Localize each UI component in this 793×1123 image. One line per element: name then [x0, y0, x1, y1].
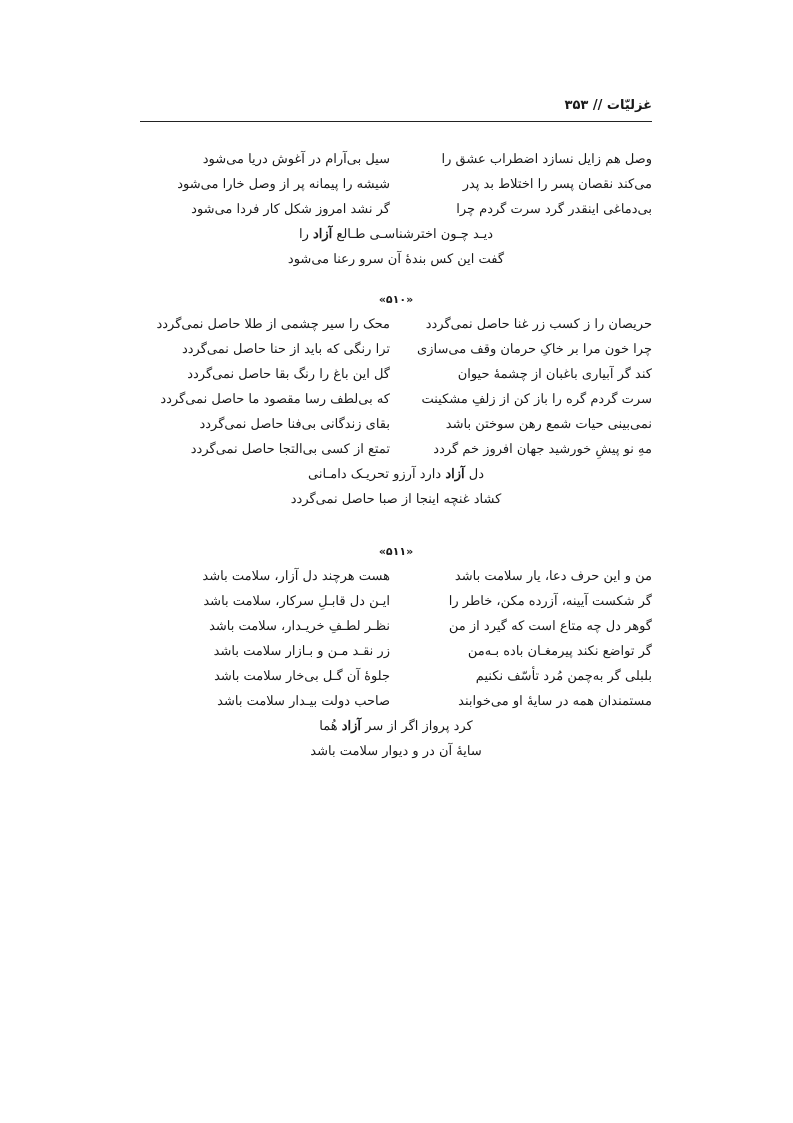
closing-text: را	[298, 227, 309, 242]
hemistich-first: سرت گردم گره را باز کن از زلفِ مشکینت	[421, 392, 652, 407]
poem-number: «۵۱۱»	[378, 545, 414, 558]
hemistich-first: کند گر آبیاری باغبان از چشمهٔ حیوان	[457, 367, 652, 382]
hemistich-second: که بی‌لطف رسا مقصود ما حاصل نمی‌گردد	[160, 392, 390, 407]
hemistich-first: گر تواضع نکند پیرمغـان باده بـه‌من	[467, 644, 652, 659]
couplet	[140, 387, 652, 412]
hemistich-second: گل این باغ را رنگ بقا حاصل نمی‌گردد	[187, 367, 390, 382]
hemistich-second: صاحب دولت بیـدار سلامت باشد	[217, 694, 390, 709]
poem-511	[140, 545, 652, 764]
couplet	[140, 412, 652, 437]
hemistich-first: وصل هم زایل نسازد اضطراب عشق را	[441, 152, 652, 167]
closing-text: دیـد چـون اخترشناسـی طـالع	[336, 227, 494, 242]
couplet	[140, 312, 652, 337]
hemistich-second: محک را سیر چشمی از طلا حاصل نمی‌گردد	[156, 317, 390, 332]
hemistich-first: مستمندان همه در سایهٔ او می‌خوابند	[458, 694, 652, 709]
hemistich-first: می‌کند نقصان پسر را اختلاط بد پدر	[462, 177, 652, 192]
hemistich-second: زر نقـد مـن و بـازار سلامت باشد	[213, 644, 390, 659]
closing-line-2: سایهٔ آن در و دیوار سلامت باشد	[310, 744, 482, 759]
hemistich-second: شیشه را پیمانه پر از وصل خارا می‌شود	[177, 177, 390, 192]
closing-line-2: گفت این کس بندهٔ آن سرو رعنا می‌شود	[287, 252, 505, 267]
hemistich-second: سیل بی‌آرام در آغوش دریا می‌شود	[202, 152, 390, 167]
closing-line-2: کشاد غنچه اینجا از صبا حاصل نمی‌گردد	[290, 492, 502, 507]
couplet	[140, 689, 652, 714]
closing-text: هُما	[319, 719, 338, 734]
hemistich-first: بلبلی گر به‌چمن مُرد تأسّف نکنیم	[475, 669, 652, 684]
couplet	[140, 437, 652, 462]
hemistich-second: هست هرچند دل آزار، سلامت باشد	[202, 569, 390, 584]
couplet	[140, 664, 652, 689]
pen-name: آزاد	[312, 227, 333, 242]
couplet	[140, 614, 652, 639]
poem-top	[140, 147, 652, 272]
couplet	[140, 589, 652, 614]
hemistich-first: من و این حرف دعا، یار سلامت باشد	[454, 569, 652, 584]
couplet	[140, 639, 652, 664]
poem-510	[140, 293, 652, 512]
hemistich-first: نمی‌بینی حیات شمع رهن سوختن باشد	[445, 417, 652, 432]
hemistich-second: ایـن دل قابـلِ سرکار، سلامت باشد	[203, 594, 390, 609]
couplet	[140, 362, 652, 387]
hemistich-second: تمتع از کسی بی‌التجا حاصل نمی‌گردد	[190, 442, 390, 457]
closing-line-1	[140, 462, 652, 487]
hemistich-first: چرا خون مرا بر خاکِ حرمان وقف می‌سازی	[417, 342, 652, 357]
hemistich-first: مهِ نو پیشِ خورشید جهان افروز خم گردد	[433, 442, 652, 457]
pen-name: آزاد	[341, 719, 362, 734]
closing-line-1	[140, 714, 652, 739]
couplet	[140, 147, 652, 172]
hemistich-second: بقای زندگانی بی‌فنا حاصل نمی‌گردد	[199, 417, 390, 432]
couplet	[140, 197, 652, 222]
hemistich-first: بی‌دماغی اینقدر گرد سرت گردم چرا	[456, 202, 652, 217]
hemistich-second: نظـر لطـفِ خریـدار، سلامت باشد	[209, 619, 390, 634]
closing-text: کرد پرواز اگر از سر	[365, 719, 473, 734]
closing-text: دارد آرزو تحریـک دامـانی	[308, 467, 442, 482]
running-header: غزلیّات // ۳۵۳	[564, 98, 652, 113]
pen-name: آزاد	[445, 467, 465, 482]
header-rule	[140, 121, 652, 122]
couplet	[140, 172, 652, 197]
poem-number: «۵۱۰»	[378, 293, 414, 306]
couplet	[140, 564, 652, 589]
hemistich-second: گر نشد امروز شکل کار فردا می‌شود	[191, 202, 390, 217]
hemistich-first: گوهر دل چه متاع است که گیرد از من	[448, 619, 652, 634]
hemistich-second: جلوهٔ آن گـل بی‌خار سلامت باشد	[214, 669, 390, 684]
hemistich-first: گر شکست آیینه، آزرده مکن، خاطر را	[448, 594, 652, 609]
hemistich-first: حریصان را ز کسب زر غنا حاصل نمی‌گردد	[425, 317, 652, 332]
closing-text: دل	[468, 467, 484, 482]
closing-line-1	[140, 222, 652, 247]
couplet	[140, 337, 652, 362]
hemistich-second: ترا رنگی که باید از حنا حاصل نمی‌گردد	[181, 342, 390, 357]
